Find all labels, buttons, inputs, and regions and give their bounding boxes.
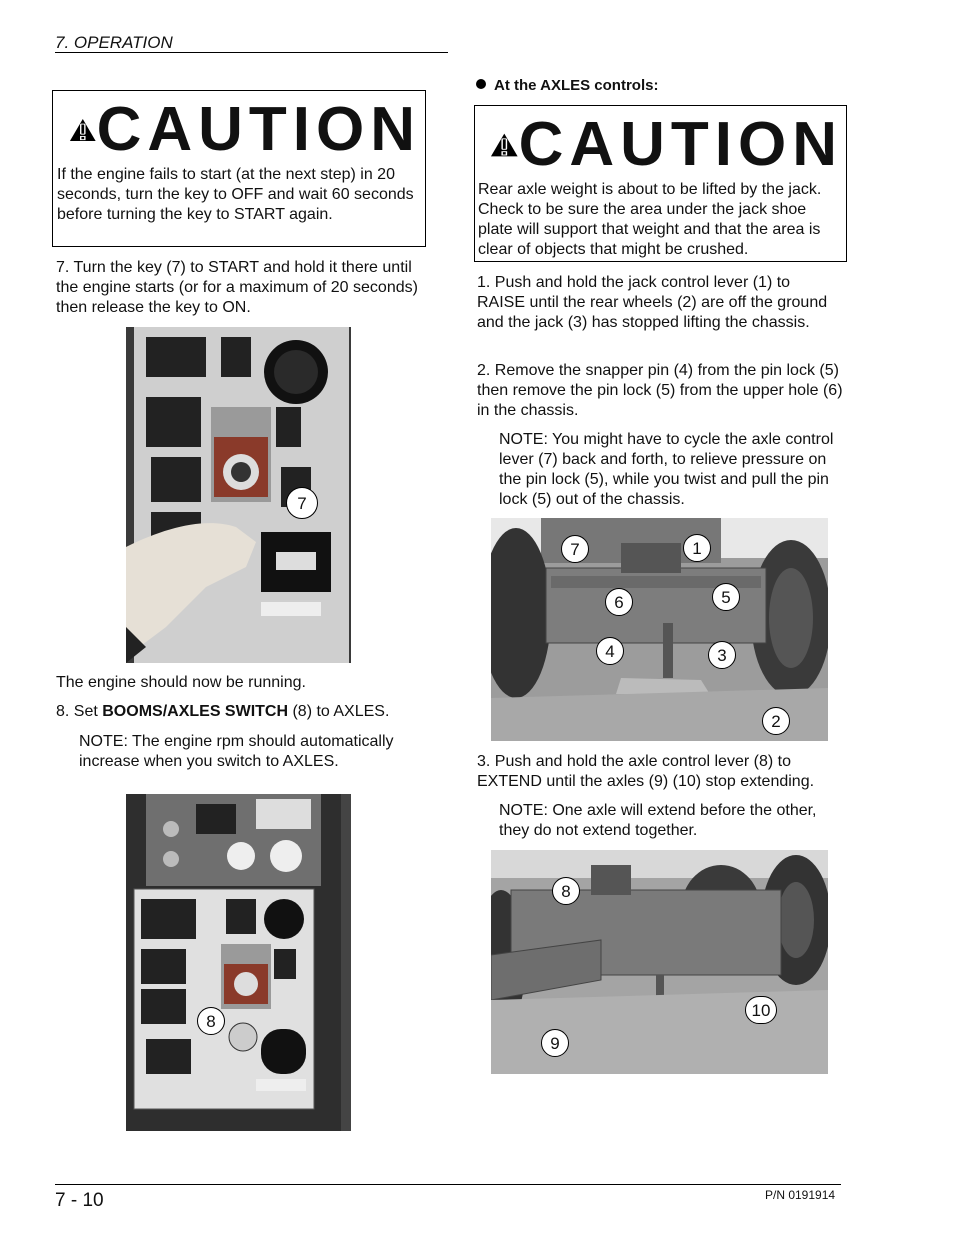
callout-5: 5: [712, 583, 740, 611]
control-panel-photo-switch: [126, 794, 351, 1131]
callout-2: 2: [762, 707, 790, 735]
heading-text: At the AXLES controls:: [494, 77, 659, 94]
caution-box-axle: [474, 105, 847, 262]
caution-title: CAUTION: [518, 110, 843, 179]
warning-triangle-icon: [69, 104, 97, 156]
axle-extend-photo: [491, 850, 828, 1074]
note-pin-lock: NOTE: You might have to cycle the axle control lever (7) back and forth, to relieve pressure on the pin lock (5), while you twist and pull the pin lock (5) out of the chassis.: [499, 431, 834, 508]
note-rpm: NOTE: The engine rpm should automatically increase when you switch to AXLES.: [79, 733, 394, 770]
bullet-icon: [476, 79, 486, 89]
warning-triangle-icon: [490, 119, 519, 171]
callout-10: 10: [745, 996, 777, 1024]
callout-7: 7: [286, 487, 318, 519]
step-1: 1. Push and hold the jack control lever (1) to RAISE until the rear wheels (2) are off the ground and the jack (3) has stopped lifting the chassis.: [477, 274, 828, 331]
step-2: 2. Remove the snapper pin (4) from the pin lock (5) then remove the pin lock (5) from the upper hole (6) in the chassis.: [477, 362, 843, 419]
control-panel-photo-key: [126, 327, 351, 663]
step-7: 7. Turn the key (7) to START and hold it there until the engine starts (or for a maximum of 20 seconds) then release the key to ON.: [56, 259, 418, 316]
callout-6: 6: [605, 588, 633, 616]
jack-axle-photo: [491, 518, 828, 741]
section-header: 7. OPERATION: [55, 34, 448, 53]
caution-box-engine: [52, 90, 426, 247]
step-8-bold: BOOMS/AXLES SWITCH: [102, 703, 289, 720]
callout-1: 1: [683, 534, 711, 562]
callout-8: 8: [552, 877, 580, 905]
callout-8: 8: [197, 1007, 225, 1035]
callout-4: 4: [596, 637, 624, 665]
caution-text: Rear axle weight is about to be lifted by the jack. Check to be sure the area under the jack shoe plate will support that weight and that the area is clear of objects that might be crushed.: [478, 181, 822, 258]
caution-header: [490, 110, 843, 179]
caution-text: If the engine fails to start (at the next step) in 20 seconds, turn the key to OFF and wait 60 seconds before turning the key to START again.: [57, 166, 414, 223]
part-number: P/N 0191914: [765, 1188, 836, 1202]
caution-title: CAUTION: [96, 95, 421, 164]
note-axle-extend: NOTE: One axle will extend before the other, they do not extend together.: [499, 802, 817, 839]
page-number: 7 - 10: [55, 1190, 104, 1211]
axles-controls-heading: [476, 76, 658, 96]
step-8: [56, 702, 389, 722]
engine-running-text: The engine should now be running.: [56, 674, 306, 691]
footer-rule: [55, 1184, 841, 1185]
callout-9: 9: [541, 1029, 569, 1057]
callout-7: 7: [561, 535, 589, 563]
caution-header: [69, 95, 421, 164]
step-8-prefix: 8. Set: [56, 703, 103, 720]
callout-3: 3: [708, 641, 736, 669]
step-3: 3. Push and hold the axle control lever (8) to EXTEND until the axles (9) (10) stop extending.: [477, 753, 815, 790]
step-8-suffix: (8) to AXLES.: [288, 703, 390, 720]
